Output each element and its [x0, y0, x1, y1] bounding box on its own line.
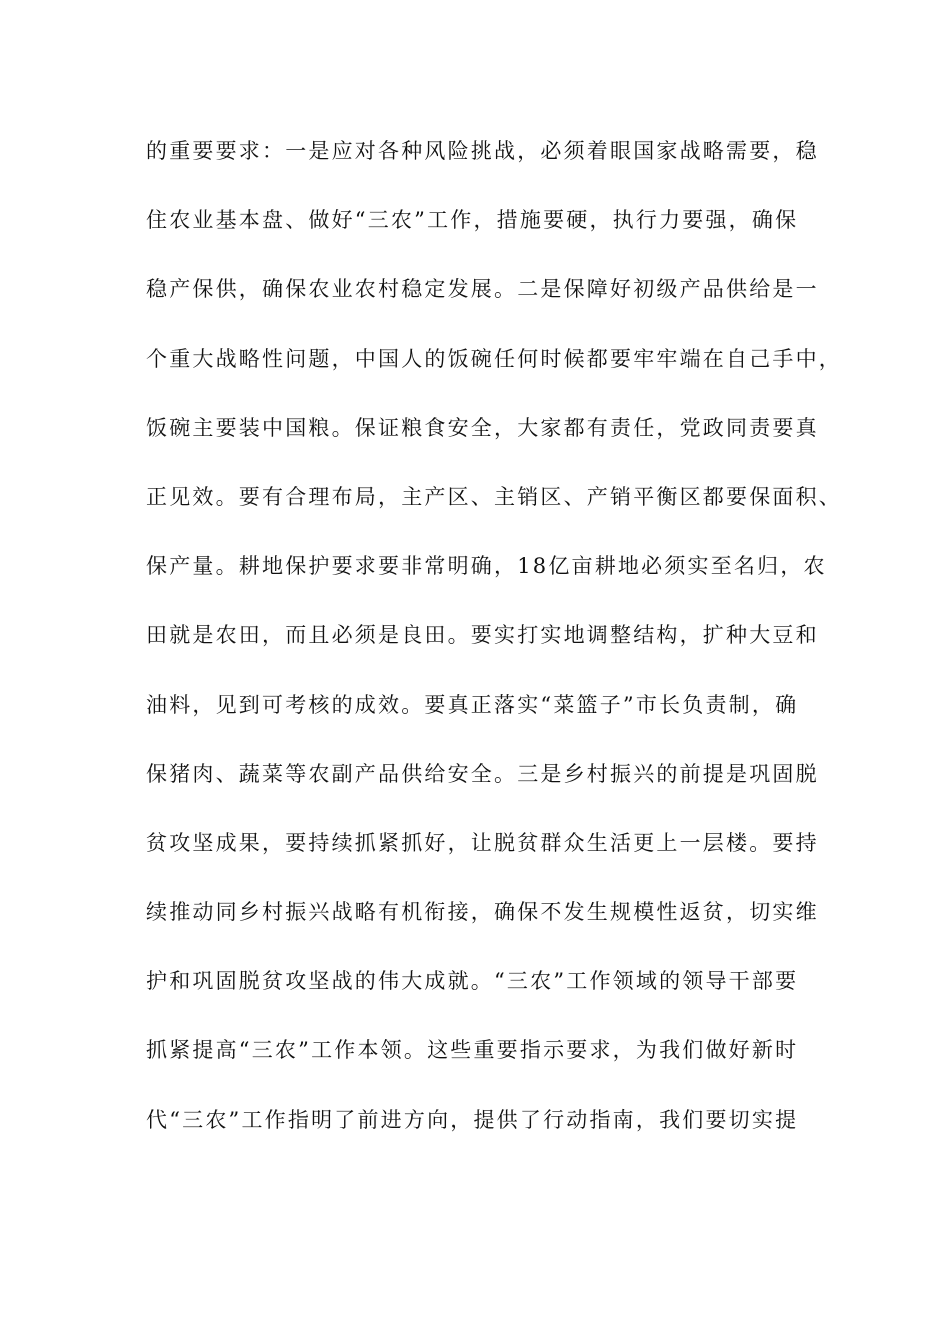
text-line: 个重大战略性问题，中国人的饭碗任何时候都要牢牢端在自己手中， [146, 346, 842, 371]
text-line: 油料，见到可考核的成效。要真正落实“菜篮子”市长负责制，确 [146, 692, 799, 717]
text-line: 抓紧提高“三农”工作本领。这些重要指示要求，为我们做好新时 [146, 1038, 799, 1063]
text-line: 代“三农”工作指明了前进方向，提供了行动指南，我们要切实提 [146, 1107, 799, 1132]
text-line: 稳产保供，确保农业农村稳定发展。二是保障好初级产品供给是一 [146, 277, 819, 302]
text-line: 贫攻坚成果，要持续抓紧抓好，让脱贫群众生活更上一层楼。要持 [146, 830, 819, 855]
text-line: 田就是农田，而且必须是良田。要实打实地调整结构，扩种大豆和 [146, 623, 819, 648]
text-line: 的重要要求：一是应对各种风险挑战，必须着眼国家战略需要，稳 [146, 139, 819, 163]
text-line: 保产量。耕地保护要求要非常明确，18亿亩耕地必须实至名归，农 [146, 554, 827, 579]
text-line: 正见效。要有合理布局，主产区、主销区、产销平衡区都要保面积、 [146, 484, 842, 509]
text-line: 护和巩固脱贫攻坚战的伟大成就。“三农”工作领域的领导干部要 [146, 969, 799, 994]
body-paragraph [146, 128, 846, 1166]
text-line: 饭碗主要装中国粮。保证粮食安全，大家都有责任，党政同责要真 [146, 415, 819, 440]
text-line: 保猪肉、蔬菜等农副产品供给安全。三是乡村振兴的前提是巩固脱 [146, 761, 819, 786]
text-line: 住农业基本盘、做好“三农”工作，措施要硬，执行力要强，确保 [146, 208, 799, 233]
text-line: 续推动同乡村振兴战略有机衔接，确保不发生规模性返贫，切实维 [146, 900, 819, 925]
